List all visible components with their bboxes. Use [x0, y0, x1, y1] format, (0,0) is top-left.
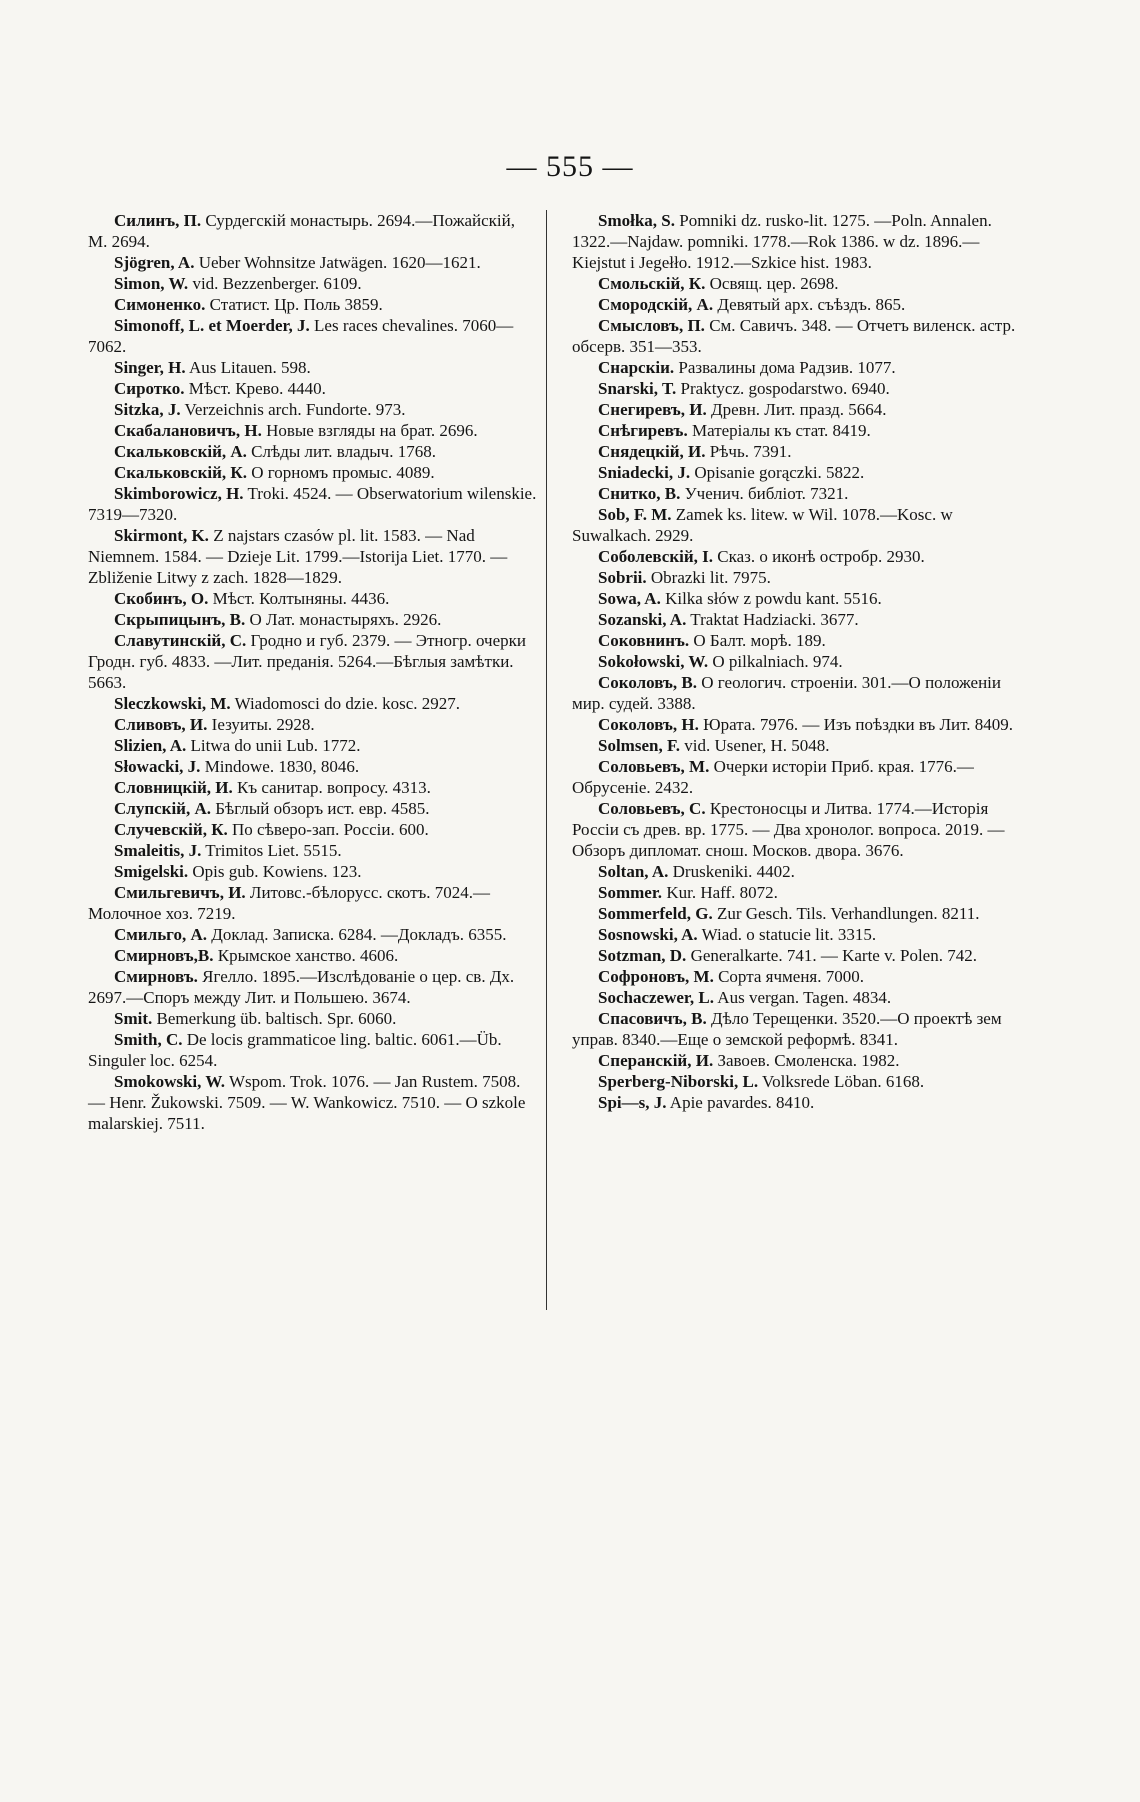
- entry-author: Снарскіи.: [598, 358, 675, 377]
- entry-author: Sperberg-Niborski, L.: [598, 1072, 759, 1091]
- entry-text: Крымское ханство. 4606.: [213, 946, 399, 965]
- bibliography-entry: [88, 756, 538, 777]
- bibliography-entry: [572, 210, 1022, 273]
- entry-text: Zur Gesch. Tils. Verhandlungen. 8211.: [712, 904, 980, 923]
- entry-text: Мѣст. Колтыняны. 4436.: [208, 589, 390, 608]
- entry-author: Smołka, S.: [598, 211, 675, 230]
- bibliography-entry: [88, 441, 538, 462]
- entry-text: Сорта ячменя. 7000.: [713, 967, 864, 986]
- entry-text: Доклад. Записка. 6284. —Докладъ. 6355.: [207, 925, 507, 944]
- bibliography-entry: [572, 945, 1022, 966]
- entry-author: Снядецкій, И.: [598, 442, 706, 461]
- bibliography-entry: [88, 714, 538, 735]
- entry-text: Z najstars czasów pl. lit. 1583. — Nad Niemnem. 1584. — Dzieje Lit. 1799.—Istorija Liet. 1770. — Zbliženie Litwy z zach. 1828—1829.: [88, 526, 508, 587]
- entry-text: Kur. Haff. 8072.: [662, 883, 778, 902]
- bibliography-entry: [572, 378, 1022, 399]
- entry-text: Zamek ks. litew. w Wil. 1078.—Kosc. w Suwalkach. 2929.: [572, 505, 953, 545]
- entry-author: Sotzman, D.: [598, 946, 687, 965]
- entry-author: Словницкій, И.: [114, 778, 233, 797]
- entry-author: Снитко, В.: [598, 484, 681, 503]
- entry-text: О геологич. строеніи. 301.—О положеніи мир. судей. 3388.: [572, 673, 1001, 713]
- bibliography-entry: [572, 735, 1022, 756]
- entry-text: vid. Usener, H. 5048.: [680, 736, 830, 755]
- entry-text: Obrazki lit. 7975.: [646, 568, 771, 587]
- entry-author: Снѣгиревъ.: [598, 421, 688, 440]
- entry-author: Sommer.: [598, 883, 663, 902]
- bibliography-entry: [88, 924, 538, 945]
- entry-author: Славутинскій, С.: [114, 631, 247, 650]
- bibliography-entry: [572, 483, 1022, 504]
- entry-text: Volksrede Löban. 6168.: [758, 1072, 925, 1091]
- entry-text: Завоев. Смоленска. 1982.: [713, 1051, 900, 1070]
- entry-text: O pilkalniach. 974.: [708, 652, 843, 671]
- bibliography-entry: [88, 819, 538, 840]
- bibliography-entry: [572, 630, 1022, 651]
- right-column: [572, 210, 1022, 1113]
- entry-text: Trimitos Liet. 5515.: [201, 841, 342, 860]
- entry-text: vid. Bezzenberger. 6109.: [188, 274, 362, 293]
- entry-text: Развалины дома Радзив. 1077.: [674, 358, 896, 377]
- bibliography-entry: [88, 357, 538, 378]
- bibliography-entry: [572, 651, 1022, 672]
- entry-author: Смысловъ, П.: [598, 316, 705, 335]
- bibliography-entry: [572, 714, 1022, 735]
- entry-author: Скальковскій, К.: [114, 463, 247, 482]
- entry-author: Сливовъ, И.: [114, 715, 208, 734]
- bibliography-entry: [88, 882, 538, 924]
- left-column: [88, 210, 538, 1134]
- bibliography-entry: [88, 294, 538, 315]
- bibliography-entry: [88, 483, 538, 525]
- bibliography-entry: [88, 609, 538, 630]
- bibliography-entry: [88, 525, 538, 588]
- entry-author: Sochaczewer, L.: [598, 988, 714, 1007]
- bibliography-entry: [572, 273, 1022, 294]
- bibliography-entry: [572, 504, 1022, 546]
- entry-author: Соколовъ, В.: [598, 673, 697, 692]
- entry-author: Skirmont, K.: [114, 526, 209, 545]
- entry-text: Opisanie gorączki. 5822.: [690, 463, 865, 482]
- entry-text: Aus vergan. Tagen. 4834.: [714, 988, 892, 1007]
- bibliography-entry: [572, 609, 1022, 630]
- entry-author: Sosnowski, A.: [598, 925, 698, 944]
- entry-author: Sowa, A.: [598, 589, 661, 608]
- entry-author: Соковнинъ.: [598, 631, 690, 650]
- entry-text: Іезуиты. 2928.: [207, 715, 315, 734]
- entry-text: Wiadomosci do dzie. kosc. 2927.: [230, 694, 461, 713]
- bibliography-entry: [572, 882, 1022, 903]
- entry-author: Соловьевъ, М.: [598, 757, 710, 776]
- entry-text: Древн. Лит. празд. 5664.: [706, 400, 887, 419]
- bibliography-entry: [88, 1071, 538, 1134]
- bibliography-entry: [88, 420, 538, 441]
- bibliography-entry: [88, 798, 538, 819]
- entry-text: Kilka słów z powdu kant. 5516.: [660, 589, 882, 608]
- entry-author: Sniadecki, J.: [598, 463, 691, 482]
- bibliography-entry: [88, 735, 538, 756]
- entry-text: Wiad. o statucie lit. 3315.: [697, 925, 877, 944]
- entry-author: Смирновъ,В.: [114, 946, 214, 965]
- entry-text: По сѣверо-зап. Россіи. 600.: [227, 820, 429, 839]
- entry-author: Sobrii.: [598, 568, 647, 587]
- entry-text: Praktycz. gospodarstwo. 6940.: [676, 379, 890, 398]
- bibliography-entry: [88, 945, 538, 966]
- entry-author: Смильго, А.: [114, 925, 208, 944]
- bibliography-entry: [88, 252, 538, 273]
- bibliography-entry: [88, 399, 538, 420]
- bibliography-entry: [572, 1092, 1022, 1113]
- bibliography-entry: [88, 840, 538, 861]
- entry-text: Mindowe. 1830, 8046.: [200, 757, 360, 776]
- entry-author: Słowacki, J.: [114, 757, 201, 776]
- entry-author: Софроновъ, М.: [598, 967, 714, 986]
- bibliography-entry: [572, 294, 1022, 315]
- entry-author: Смольскій, К.: [598, 274, 706, 293]
- entry-author: Sitzka, J.: [114, 400, 181, 419]
- entry-text: Apie pavardes. 8410.: [666, 1093, 815, 1112]
- entry-text: Статист. Цр. Поль 3859.: [205, 295, 383, 314]
- entry-author: Слупскій, А.: [114, 799, 211, 818]
- bibliography-entry: [572, 861, 1022, 882]
- entry-text: Рѣчь. 7391.: [705, 442, 792, 461]
- bibliography-entry: [572, 315, 1022, 357]
- entry-author: Soltan, A.: [598, 862, 669, 881]
- bibliography-entry: [572, 1050, 1022, 1071]
- entry-author: Смильгевичъ, И.: [114, 883, 246, 902]
- bibliography-entry: [88, 1008, 538, 1029]
- entry-author: Снегиревъ, И.: [598, 400, 707, 419]
- entry-author: Соболевскій, І.: [598, 547, 714, 566]
- entry-author: Соловьевъ, С.: [598, 799, 706, 818]
- bibliography-entry: [572, 798, 1022, 861]
- bibliography-entry: [572, 924, 1022, 945]
- entry-text: Litwa do unii Lub. 1772.: [186, 736, 361, 755]
- bibliography-entry: [572, 1071, 1022, 1092]
- entry-text: Aus Litauen. 598.: [185, 358, 311, 377]
- entry-author: Snarski, T.: [598, 379, 677, 398]
- entry-text: Гродно и губ. 2379. — Этногр. очерки Гродн. губ. 4833. —Лит. преданія. 5264.—Бѣглыя замѣтки. 5663.: [88, 631, 526, 692]
- entry-author: Sleczkowski, M.: [114, 694, 231, 713]
- entry-text: Traktat Hadziacki. 3677.: [686, 610, 859, 629]
- entry-text: Bemerkung üb. baltisch. Spr. 6060.: [152, 1009, 397, 1028]
- entry-author: Скабалановичъ, Н.: [114, 421, 262, 440]
- entry-text: Les races chevalines. 7060—7062.: [88, 316, 514, 356]
- bibliography-entry: [572, 546, 1022, 567]
- entry-author: Smith, C.: [114, 1030, 183, 1049]
- bibliography-entry: [572, 672, 1022, 714]
- entry-text: Мѣст. Крево. 4440.: [184, 379, 326, 398]
- column-divider: [546, 210, 547, 1310]
- entry-author: Slizien, A.: [114, 736, 187, 755]
- entry-author: Singer, H.: [114, 358, 186, 377]
- entry-text: Матеріалы къ стат. 8419.: [687, 421, 871, 440]
- entry-author: Симоненко.: [114, 295, 206, 314]
- entry-author: Simon, W.: [114, 274, 189, 293]
- bibliography-entry: [88, 378, 538, 399]
- entry-author: Спасовичъ, В.: [598, 1009, 707, 1028]
- entry-text: Бѣглый обзоръ ист. евр. 4585.: [211, 799, 430, 818]
- bibliography-entry: [88, 630, 538, 693]
- entry-text: Wspom. Trok. 1076. — Jan Rustem. 7508. — Henr. Žukowski. 7509. — W. Wankowicz. 7510. — O szkole malarskiej. 7511.: [88, 1072, 526, 1133]
- bibliography-entry: [88, 861, 538, 882]
- entry-author: Смирновъ.: [114, 967, 198, 986]
- entry-author: Sokołowski, W.: [598, 652, 709, 671]
- entry-text: Литовс.-бѣлорусс. скотъ. 7024.—Молочное хоз. 7219.: [88, 883, 491, 923]
- bibliography-entry: [572, 441, 1022, 462]
- entry-text: О Лат. монастыряхъ. 2926.: [245, 610, 442, 629]
- bibliography-entry: [88, 210, 538, 252]
- entry-text: Крестоносцы и Литва. 1774.—Исторія Россіи съ древ. вр. 1775. — Два хронолог. вопроса. 2019. — Обзоръ дипломат. снош. Москов. двора. 3676.: [572, 799, 1005, 860]
- entry-author: Spi—s, J.: [598, 1093, 667, 1112]
- entry-author: Smit.: [114, 1009, 153, 1028]
- entry-text: Юрата. 7976. — Изъ поѣздки въ Лит. 8409.: [698, 715, 1014, 734]
- entry-author: Sob, F. M.: [598, 505, 672, 524]
- entry-text: Generalkarte. 741. — Karte v. Polen. 742.: [686, 946, 977, 965]
- bibliography-entry: [572, 966, 1022, 987]
- entry-text: Verzeichnis arch. Fundorte. 973.: [180, 400, 406, 419]
- entry-text: Ягелло. 1895.—Изслѣдованіе о цер. св. Дх. 2697.—Споръ между Лит. и Польшею. 3674.: [88, 967, 515, 1007]
- entry-text: Къ санитар. вопросу. 4313.: [232, 778, 431, 797]
- entry-author: Случевскій, К.: [114, 820, 228, 839]
- bibliography-entry: [572, 567, 1022, 588]
- entry-text: Druskeniki. 4402.: [668, 862, 795, 881]
- bibliography-entry: [572, 588, 1022, 609]
- entry-text: Сказ. о иконѣ остробр. 2930.: [713, 547, 925, 566]
- bibliography-entry: [572, 462, 1022, 483]
- entry-author: Smaleitis, J.: [114, 841, 202, 860]
- entry-text: О горномъ промыс. 4089.: [246, 463, 435, 482]
- entry-text: Troki. 4524. — Obserwatorium wilenskie. 7319—7320.: [88, 484, 537, 524]
- entry-text: Opis gub. Kowiens. 123.: [188, 862, 362, 881]
- bibliography-entry: [572, 399, 1022, 420]
- bibliography-entry: [572, 357, 1022, 378]
- entry-author: Sjögren, A.: [114, 253, 195, 272]
- entry-author: Сиротко.: [114, 379, 185, 398]
- entry-author: Sommerfeld, G.: [598, 904, 713, 923]
- entry-text: Ueber Wohnsitze Jatwägen. 1620—1621.: [194, 253, 481, 272]
- entry-author: Sozanski, A.: [598, 610, 687, 629]
- bibliography-entry: [88, 966, 538, 1008]
- entry-author: Сперанскій, И.: [598, 1051, 714, 1070]
- bibliography-entry: [88, 462, 538, 483]
- entry-text: Очерки исторіи Приб. края. 1776.—Обрусеніе. 2432.: [572, 757, 974, 797]
- bibliography-entry: [88, 315, 538, 357]
- entry-author: Скальковскій, А.: [114, 442, 247, 461]
- entry-text: De locis grammaticoe ling. baltic. 6061.—Üb. Singuler loc. 6254.: [88, 1030, 502, 1070]
- entry-author: Смородскій, А.: [598, 295, 714, 314]
- entry-author: Solmsen, F.: [598, 736, 681, 755]
- entry-text: Освящ. цер. 2698.: [705, 274, 839, 293]
- bibliography-entry: [88, 777, 538, 798]
- bibliography-entry: [572, 1008, 1022, 1050]
- bibliography-entry: [88, 693, 538, 714]
- page-number: — 555 —: [506, 150, 634, 183]
- entry-text: Ученич. библіот. 7321.: [680, 484, 849, 503]
- entry-author: Smigelski.: [114, 862, 189, 881]
- bibliography-entry: [572, 987, 1022, 1008]
- entry-text: Pomniki dz. rusko-lit. 1275. —Poln. Annalen. 1322.—Najdaw. pomniki. 1778.—Rok 1386. w dz. 1896.— Kiejstut i Jegełło. 1912.—Szkice hist. 1983.: [572, 211, 992, 272]
- entry-text: Новые взгляды на брат. 2696.: [261, 421, 478, 440]
- entry-text: Сурдегскій монастырь. 2694.—Пожайскій, М. 2694.: [88, 211, 515, 251]
- entry-author: Simonoff, L. et Moerder, J.: [114, 316, 310, 335]
- bibliography-entry: [572, 420, 1022, 441]
- entry-author: Skimborowicz, H.: [114, 484, 244, 503]
- bibliography-entry: [88, 273, 538, 294]
- entry-text: О Балт. морѣ. 189.: [689, 631, 826, 650]
- entry-author: Скрыпицынъ, В.: [114, 610, 246, 629]
- entry-text: См. Савичъ. 348. — Отчетъ виленск. астр. обсерв. 351—353.: [572, 316, 1016, 356]
- entry-text: Слѣды лит. владыч. 1768.: [246, 442, 436, 461]
- entry-author: Соколовъ, Н.: [598, 715, 699, 734]
- bibliography-entry: [572, 756, 1022, 798]
- entry-text: Девятый арх. съѣздъ. 865.: [713, 295, 906, 314]
- entry-text: Дѣло Терещенки. 3520.—О проектѣ зем управ. 8340.—Еще о земской реформѣ. 8341.: [572, 1009, 1002, 1049]
- entry-author: Силинъ, П.: [114, 211, 202, 230]
- entry-author: Smokowski, W.: [114, 1072, 226, 1091]
- entry-author: Скобинъ, О.: [114, 589, 209, 608]
- bibliography-entry: [88, 1029, 538, 1071]
- bibliography-entry: [572, 903, 1022, 924]
- bibliography-entry: [88, 588, 538, 609]
